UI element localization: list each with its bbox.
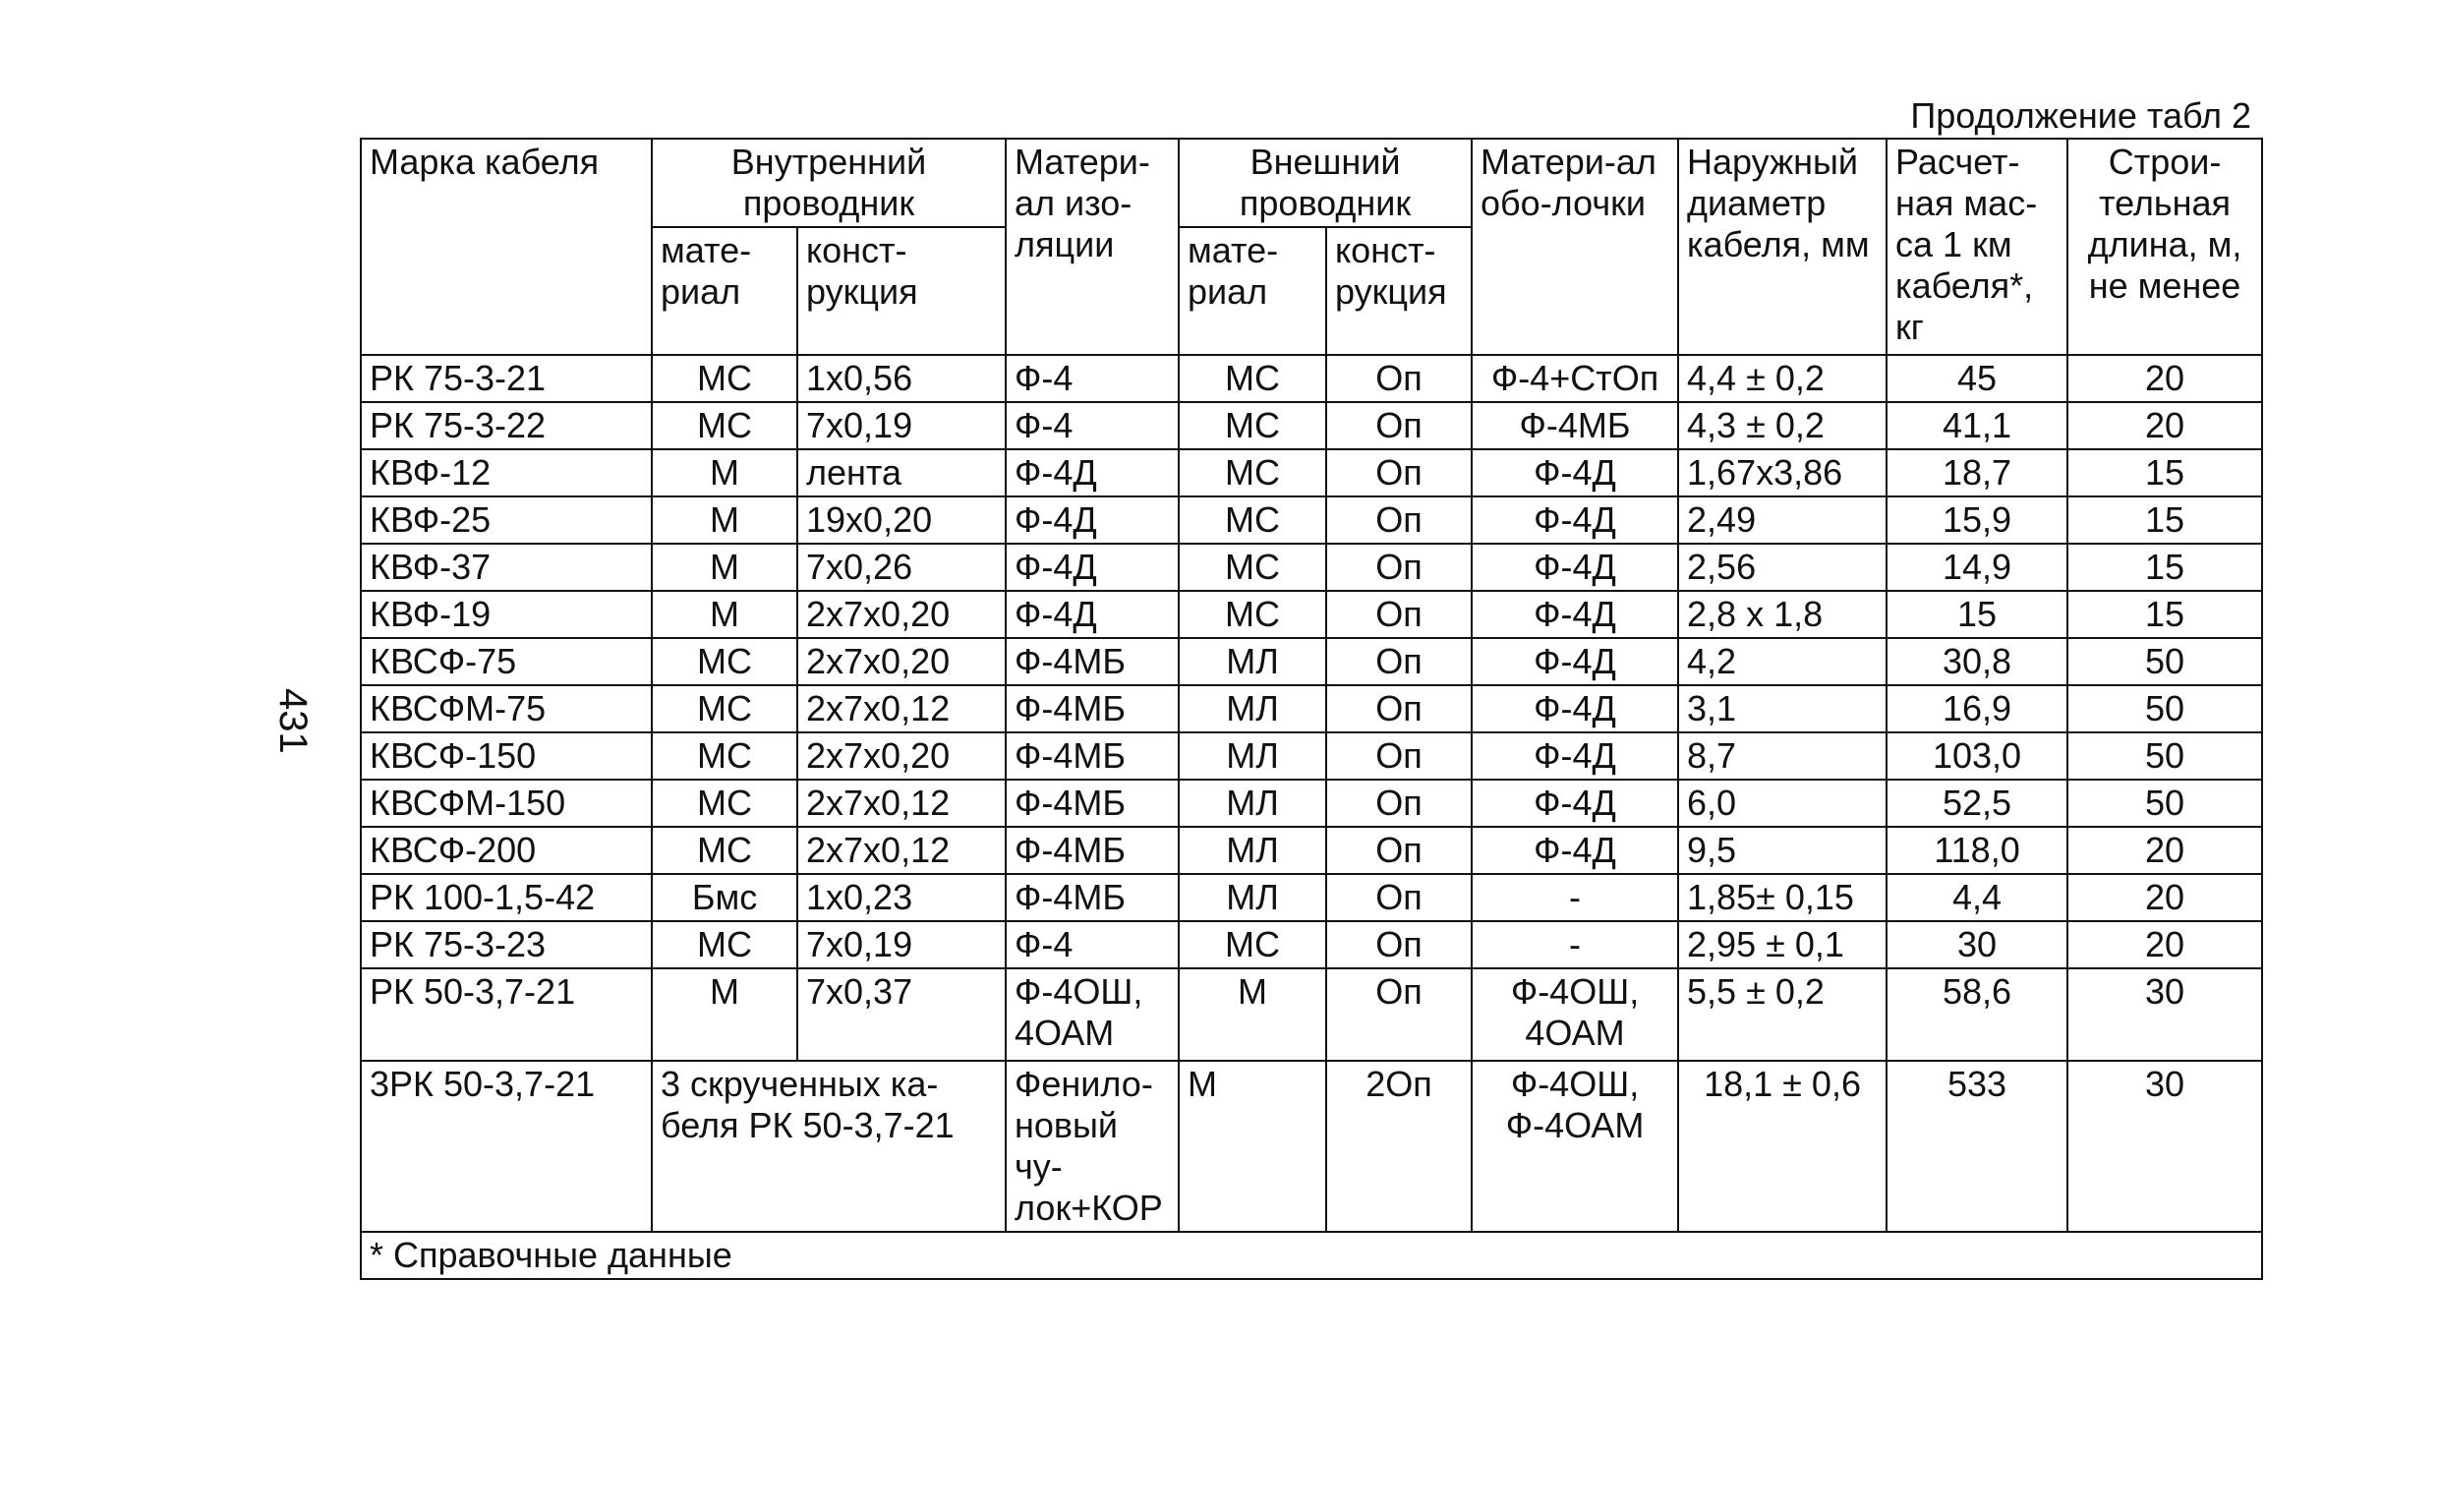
cell-outer-construction: Оп — [1326, 874, 1472, 921]
cell-diameter: 4,3 ± 0,2 — [1678, 402, 1887, 449]
cell-length: 30 — [2067, 968, 2262, 1061]
cell-length: 20 — [2067, 827, 2262, 874]
cell-inner-construction: 7х0,19 — [797, 921, 1006, 968]
cell-inner-material: МС — [652, 780, 797, 827]
table-row — [361, 591, 2262, 638]
table-row — [361, 402, 2262, 449]
cell-sheath: Ф-4Д — [1472, 544, 1678, 591]
cell-insulation: Ф-4 — [1006, 921, 1179, 968]
cell-inner-construction: 2х7х0,20 — [797, 638, 1006, 685]
cell-brand: КВФ-19 — [361, 591, 652, 638]
cell-brand: РК 50-3,7-21 — [361, 968, 652, 1061]
cell-mass: 18,7 — [1887, 449, 2067, 496]
cell-outer-material: МС — [1179, 355, 1326, 402]
cell-insulation: Ф-4Д — [1006, 591, 1179, 638]
cell-inner-construction: 2х7х0,12 — [797, 827, 1006, 874]
cell-brand: КВСФМ-75 — [361, 685, 652, 732]
cell-brand: РК 75-3-21 — [361, 355, 652, 402]
cell-brand: РК 100-1,5-42 — [361, 874, 652, 921]
cell-outer-material: МЛ — [1179, 638, 1326, 685]
cell-length: 50 — [2067, 685, 2262, 732]
cell-diameter: 2,95 ± 0,1 — [1678, 921, 1887, 968]
cell-insulation: Ф-4 — [1006, 402, 1179, 449]
cell-sheath: Ф-4Д — [1472, 449, 1678, 496]
cell-length: 15 — [2067, 591, 2262, 638]
table-row — [361, 921, 2262, 968]
cell-sheath: Ф-4Д — [1472, 827, 1678, 874]
cell-length: 20 — [2067, 402, 2262, 449]
cell-length: 50 — [2067, 732, 2262, 780]
cell-diameter: 6,0 — [1678, 780, 1887, 827]
cell-inner-construction: 19х0,20 — [797, 496, 1006, 544]
table-row — [361, 827, 2262, 874]
cell-brand: КВСФ-75 — [361, 638, 652, 685]
cell-inner-construction: 7х0,19 — [797, 402, 1006, 449]
cell-sheath: Ф-4Д — [1472, 496, 1678, 544]
cell-outer-material: МЛ — [1179, 827, 1326, 874]
cell-inner-material: М — [652, 449, 797, 496]
cell-sheath: Ф-4Д — [1472, 638, 1678, 685]
table-caption: Продолжение табл 2 — [1910, 95, 2251, 136]
table-row — [361, 685, 2262, 732]
cell-length: 15 — [2067, 449, 2262, 496]
cell-insulation: Ф-4Д — [1006, 449, 1179, 496]
table-row — [361, 449, 2262, 496]
cell-outer-construction: Оп — [1326, 449, 1472, 496]
cell-outer-material: МЛ — [1179, 685, 1326, 732]
cell-diameter: 4,4 ± 0,2 — [1678, 355, 1887, 402]
cell-inner-construction: 2х7х0,20 — [797, 732, 1006, 780]
cell-sheath: Ф-4Д — [1472, 732, 1678, 780]
cell-inner-material: М — [652, 968, 797, 1061]
cell-length: 20 — [2067, 355, 2262, 402]
cell-inner-material: М — [652, 544, 797, 591]
cell-brand: 3РК 50-3,7-21 — [361, 1061, 652, 1232]
cell-sheath: Ф-4МБ — [1472, 402, 1678, 449]
table-row — [361, 968, 2262, 1061]
cell-outer-construction: Оп — [1326, 591, 1472, 638]
cell-mass: 15,9 — [1887, 496, 2067, 544]
cell-outer-construction: Оп — [1326, 780, 1472, 827]
cell-inner-construction: 1х0,56 — [797, 355, 1006, 402]
cell-diameter: 1,85± 0,15 — [1678, 874, 1887, 921]
cell-insulation: Ф-4МБ — [1006, 685, 1179, 732]
cell-outer-material: МС — [1179, 921, 1326, 968]
cell-brand: КВСФ-150 — [361, 732, 652, 780]
cell-mass: 15 — [1887, 591, 2067, 638]
cell-inner-construction: лента — [797, 449, 1006, 496]
cell-outer-construction: Оп — [1326, 732, 1472, 780]
cell-outer-material: МС — [1179, 449, 1326, 496]
cell-insulation: Ф-4МБ — [1006, 827, 1179, 874]
table-body — [361, 355, 2262, 1061]
cell-mass: 30,8 — [1887, 638, 2067, 685]
cell-mass: 16,9 — [1887, 685, 2067, 732]
table-row — [361, 355, 2262, 402]
table-row-3rk — [361, 1061, 2262, 1232]
cell-inner-material: МС — [652, 638, 797, 685]
cell-length: 15 — [2067, 496, 2262, 544]
cell-outer-construction: Оп — [1326, 355, 1472, 402]
cell-inner-material: М — [652, 591, 797, 638]
table-row — [361, 874, 2262, 921]
cell-brand: КВФ-37 — [361, 544, 652, 591]
cell-insulation: Ф-4Д — [1006, 544, 1179, 591]
cell-mass: 58,6 — [1887, 968, 2067, 1061]
header-inner-material: мате-риал — [652, 227, 797, 355]
cell-mass: 103,0 — [1887, 732, 2067, 780]
cell-outer-construction: Оп — [1326, 921, 1472, 968]
cell-length: 20 — [2067, 874, 2262, 921]
cell-inner-material: МС — [652, 921, 797, 968]
cell-diameter: 1,67х3,86 — [1678, 449, 1887, 496]
header-brand: Марка кабеля — [361, 139, 652, 355]
cell-inner-construction: 7х0,26 — [797, 544, 1006, 591]
cell-inner-material: МС — [652, 355, 797, 402]
cell-outer-construction: Оп — [1326, 968, 1472, 1061]
cell-length: 30 — [2067, 1061, 2262, 1232]
cell-diameter: 5,5 ± 0,2 — [1678, 968, 1887, 1061]
cell-outer-construction: Оп — [1326, 496, 1472, 544]
cell-insulation: Ф-4МБ — [1006, 638, 1179, 685]
cell-inner-construction: 1х0,23 — [797, 874, 1006, 921]
cell-outer-material: М — [1179, 1061, 1326, 1232]
cell-mass: 14,9 — [1887, 544, 2067, 591]
cell-mass: 52,5 — [1887, 780, 2067, 827]
cell-inner-material: Бмс — [652, 874, 797, 921]
cell-outer-material: М — [1179, 968, 1326, 1061]
table-row — [361, 544, 2262, 591]
cell-inner-material: МС — [652, 402, 797, 449]
cell-length: 20 — [2067, 921, 2262, 968]
cell-insulation: Ф-4 — [1006, 355, 1179, 402]
cell-diameter: 4,2 — [1678, 638, 1887, 685]
header-diameter: Наружный диаметр кабеля, мм — [1678, 139, 1887, 355]
cell-brand: РК 75-3-23 — [361, 921, 652, 968]
cell-insulation: Ф-4ОШ, 4ОАМ — [1006, 968, 1179, 1061]
cell-inner-material: М — [652, 496, 797, 544]
table-row — [361, 638, 2262, 685]
cell-outer-construction: Оп — [1326, 827, 1472, 874]
header-sheath: Матери-ал обо-лочки — [1472, 139, 1678, 355]
cell-brand: КВФ-25 — [361, 496, 652, 544]
cell-brand: КВСФМ-150 — [361, 780, 652, 827]
cell-diameter: 2,56 — [1678, 544, 1887, 591]
cell-outer-material: МЛ — [1179, 874, 1326, 921]
cell-diameter: 2,49 — [1678, 496, 1887, 544]
cell-outer-material: МС — [1179, 496, 1326, 544]
cell-diameter: 9,5 — [1678, 827, 1887, 874]
cell-outer-construction: Оп — [1326, 544, 1472, 591]
header-insulation: Матери-ал изо-ляции — [1006, 139, 1179, 355]
cell-brand: РК 75-3-22 — [361, 402, 652, 449]
cable-table — [360, 138, 2263, 1280]
cell-insulation: Ф-4Д — [1006, 496, 1179, 544]
cell-sheath: Ф-4Д — [1472, 780, 1678, 827]
cell-insulation: Ф-4МБ — [1006, 732, 1179, 780]
header-outer-material: мате-риал — [1179, 227, 1326, 355]
table-row — [361, 780, 2262, 827]
cell-diameter: 3,1 — [1678, 685, 1887, 732]
cell-inner-material: МС — [652, 732, 797, 780]
cell-outer-material: МС — [1179, 544, 1326, 591]
cell-sheath: Ф-4ОШ, 4ОАМ — [1472, 968, 1678, 1061]
cell-diameter: 2,8 х 1,8 — [1678, 591, 1887, 638]
cell-sheath: - — [1472, 921, 1678, 968]
cell-inner-combined: 3 скрученных ка-беля РК 50-3,7-21 — [652, 1061, 1006, 1232]
cell-mass: 45 — [1887, 355, 2067, 402]
table-row — [361, 732, 2262, 780]
cell-mass: 533 — [1887, 1061, 2067, 1232]
header-inner-construction: конст-рукция — [797, 227, 1006, 355]
cell-inner-material: МС — [652, 685, 797, 732]
cell-mass: 118,0 — [1887, 827, 2067, 874]
cell-outer-material: МЛ — [1179, 780, 1326, 827]
cell-inner-construction: 2х7х0,12 — [797, 780, 1006, 827]
cell-insulation: Фенило-новый чу-лок+КОР — [1006, 1061, 1179, 1232]
cell-inner-construction: 2х7х0,20 — [797, 591, 1006, 638]
header-outer-conductor: Внешний проводник — [1179, 139, 1472, 227]
cell-diameter: 18,1 ± 0,6 — [1678, 1061, 1887, 1232]
cell-length: 50 — [2067, 638, 2262, 685]
cell-outer-construction: 2Оп — [1326, 1061, 1472, 1232]
cell-outer-construction: Оп — [1326, 685, 1472, 732]
cell-brand: КВФ-12 — [361, 449, 652, 496]
cell-outer-construction: Оп — [1326, 402, 1472, 449]
cell-mass: 30 — [1887, 921, 2067, 968]
cell-sheath: Ф-4Д — [1472, 685, 1678, 732]
page-number: 431 — [271, 688, 315, 754]
cell-insulation: Ф-4МБ — [1006, 874, 1179, 921]
cell-sheath: Ф-4ОШ, Ф-4ОАМ — [1472, 1061, 1678, 1232]
cell-brand: КВСФ-200 — [361, 827, 652, 874]
cell-outer-material: МС — [1179, 402, 1326, 449]
cell-diameter: 8,7 — [1678, 732, 1887, 780]
cell-mass: 41,1 — [1887, 402, 2067, 449]
cell-insulation: Ф-4МБ — [1006, 780, 1179, 827]
header-inner-conductor: Внутренний проводник — [652, 139, 1006, 227]
cell-mass: 4,4 — [1887, 874, 2067, 921]
cell-sheath: Ф-4+СтОп — [1472, 355, 1678, 402]
header-outer-construction: конст-рукция — [1326, 227, 1472, 355]
cell-length: 15 — [2067, 544, 2262, 591]
header-length: Строи-тельная длина, м, не менее — [2067, 139, 2262, 355]
header-mass: Расчет-ная мас-са 1 км кабеля*, кг — [1887, 139, 2067, 355]
cell-sheath: Ф-4Д — [1472, 591, 1678, 638]
cell-inner-material: МС — [652, 827, 797, 874]
cell-length: 50 — [2067, 780, 2262, 827]
cell-inner-construction: 7х0,37 — [797, 968, 1006, 1061]
cell-sheath: - — [1472, 874, 1678, 921]
cell-outer-construction: Оп — [1326, 638, 1472, 685]
cell-outer-material: МЛ — [1179, 732, 1326, 780]
cell-outer-material: МС — [1179, 591, 1326, 638]
cell-inner-construction: 2х7х0,12 — [797, 685, 1006, 732]
table-row — [361, 496, 2262, 544]
footnote: * Справочные данные — [361, 1232, 2262, 1279]
